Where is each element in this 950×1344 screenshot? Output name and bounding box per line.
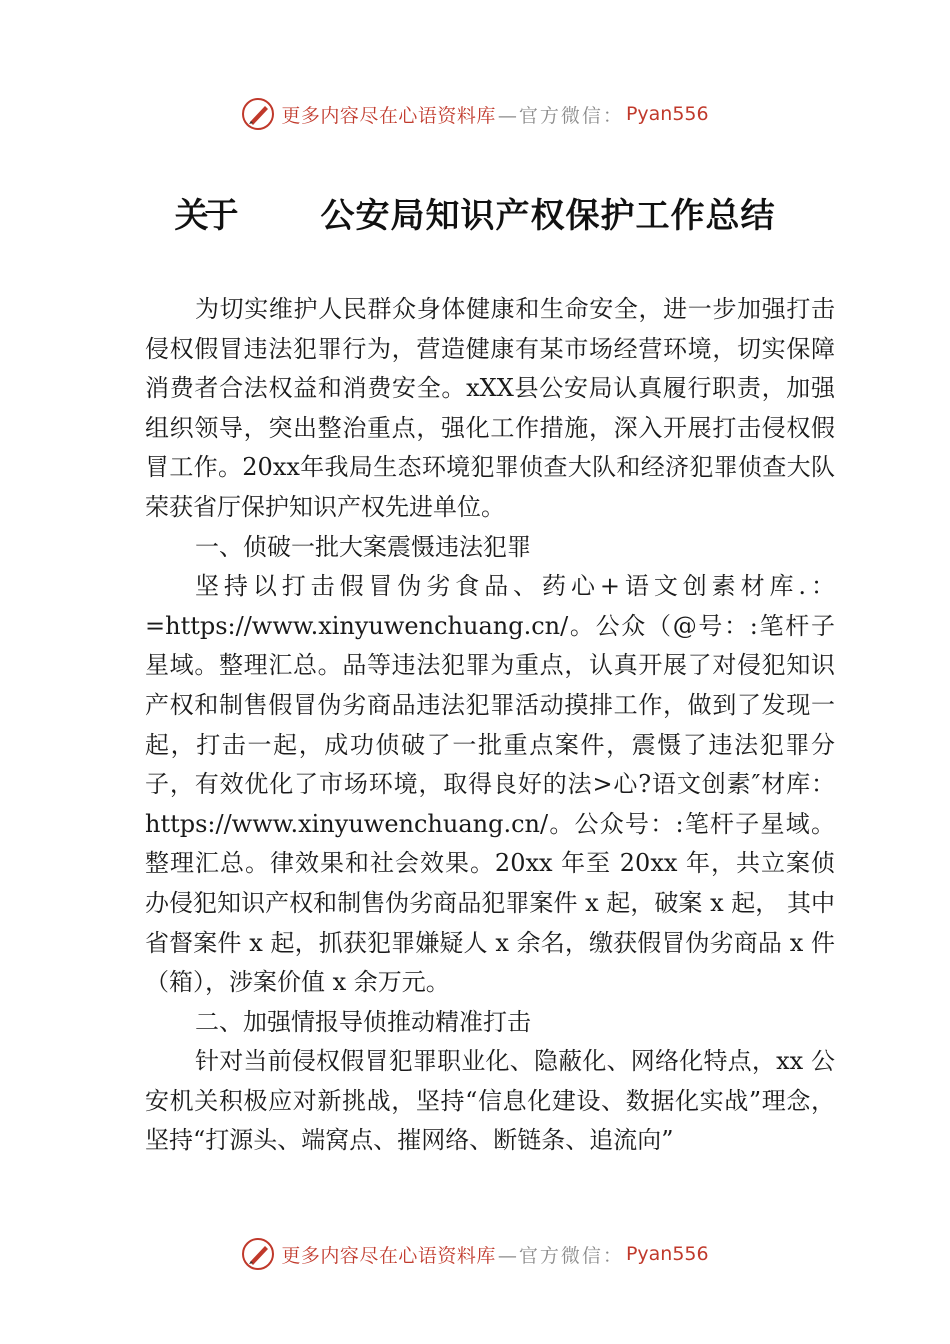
pen-logo-icon — [241, 1237, 275, 1271]
document-title — [0, 182, 950, 242]
pen-logo-icon — [241, 97, 275, 131]
title-prefix: 关于 — [174, 195, 235, 236]
paragraph-section-2: 针对当前侵权假冒犯罪职业化、隐蔽化、网络化特点，xx 公安机关积极应对新挑战，坚持“信息化建设、数据化实战”理念，坚持“打源头、端窝点、摧网络、断链条、追流向” — [145, 1047, 835, 1155]
watermark-separator-bottom: —官方微信： — [497, 1244, 624, 1267]
watermark-text: 更多内容尽在心语资料库 — [281, 104, 496, 127]
watermark-banner-top — [0, 92, 950, 136]
document-body — [145, 290, 835, 1161]
watermark-wechat-id-bottom: Pyan556 — [625, 1243, 709, 1265]
watermark-banner-bottom — [0, 1232, 950, 1276]
watermark-text-bottom: 更多内容尽在心语资料库 — [281, 1244, 496, 1267]
watermark-wechat-id: Pyan556 — [625, 103, 709, 125]
section-heading-1: 一、侦破一批大案震慑违法犯罪 — [195, 532, 531, 561]
title-main: 公安局知识产权保护工作总结 — [320, 195, 776, 236]
paragraph-intro: 为切实维护人民群众身体健康和生命安全，进一步加强打击侵权假冒违法犯罪行为，营造健康有某市场经营环境，切实保障消费者合法权益和消费安全。xXX县公安局认真履行职责，加强组织领导，突出整治重点，强化工作措施，深入开展打击侵权假冒工作。20xx年我局生态环境犯罪侦查大队和经济犯罪侦查大队荣获省厅保护知识产权先进单位。 — [145, 295, 835, 521]
watermark-separator: —官方微信： — [497, 104, 624, 127]
paragraph-section-1: 坚持以打击假冒伪劣食品、药心+语文创素材库.：=https://www.xinyuwenchuang.cn/。公众（@号：:笔杆子星域。整理汇总。品等违法犯罪为重点，认真开展了对侵犯知识产权和制售假冒伪劣商品违法犯罪活动摸排工作，做到了发现一起，打击一起，成功侦破了一批重点案件，震慑了违法犯罪分子，有效优化了市场环境，取得良好的法>心?语文创素″材库：https://www.xinyuwenchuang.cn/。公众号：:笔杆子星域。整理汇总。律效果和社会效果。20xx 年至 20xx 年，共立案侦办侵犯知识产权和制售伪劣商品犯罪案件 x 起，破案 x 起， 其中省督案件 x 起，抓获犯罪嫌疑人 x 余名，缴获假冒伪劣商品 x 件（箱），涉案价值 x 余万元。 — [145, 572, 835, 997]
section-heading-2: 二、加强情报导侦推动精准打击 — [195, 1007, 531, 1036]
